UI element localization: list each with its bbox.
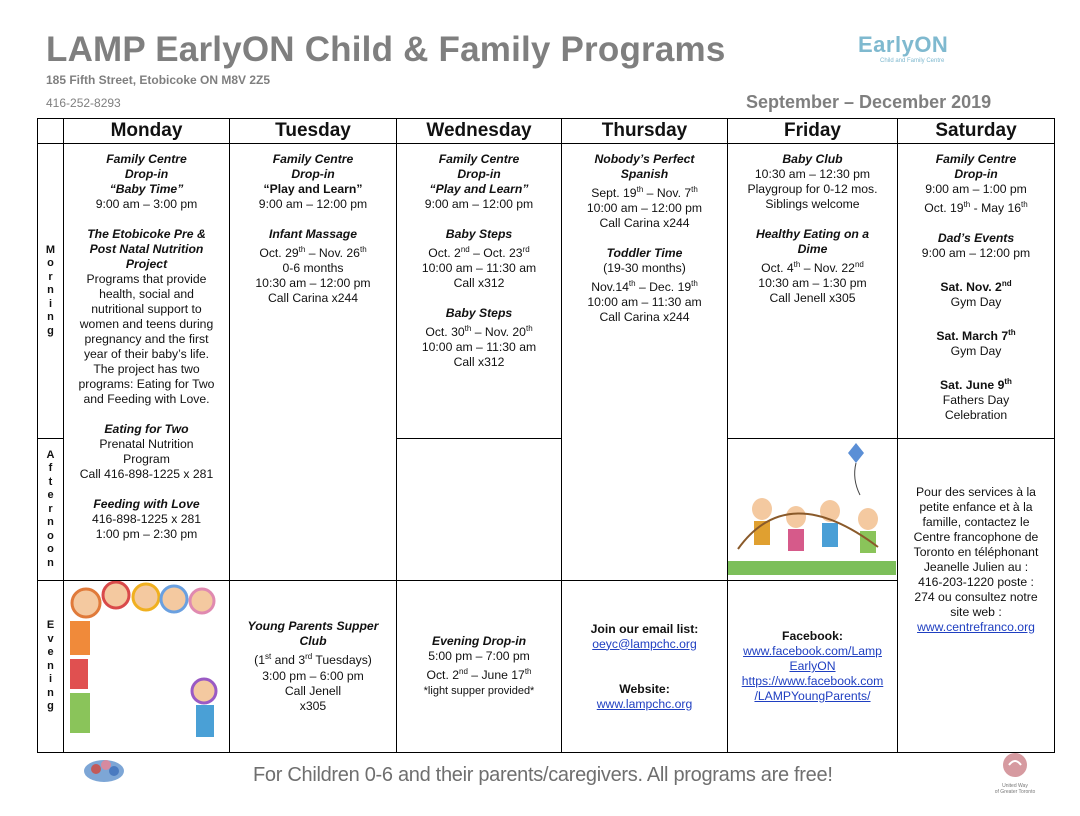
saturday-e3-name2: Celebration: [944, 408, 1008, 423]
tuesday-fc-title2: Drop-in: [291, 167, 335, 181]
friday-bc-l2: Siblings welcome: [765, 197, 860, 211]
day-header-friday: Friday: [728, 119, 898, 144]
wednesday-bs1-time: 10:00 am – 11:30 am: [421, 261, 537, 276]
saturday-e3-name1: Fathers Day: [942, 393, 1010, 408]
friday-afternoon-cell: [728, 439, 898, 581]
logo-subtitle: Child and Family Centre: [880, 58, 945, 64]
thursday-np-title2: Spanish: [620, 167, 669, 181]
saturday-fr-7: 416-203-1220 poste :: [918, 574, 1034, 589]
day-header-wednesday: Wednesday: [397, 119, 562, 144]
monday-cell: [64, 144, 230, 581]
side-label-text: M o r n i n g: [45, 243, 56, 337]
monday-fc-time: 9:00 am – 3:00 pm: [95, 197, 198, 211]
friday-evening-cell: [728, 581, 898, 753]
address: 185 Fifth Street, Etobicoke ON M8V 2Z5: [46, 73, 271, 87]
monday-pre-desc-3: nutritional support to: [91, 302, 202, 316]
lamp-logo: [80, 755, 128, 795]
wednesday-morning-cell: [397, 144, 562, 439]
monday-pre-desc-2: health, social and: [99, 287, 194, 301]
monday-pre-desc-4: women and teens during: [79, 317, 214, 331]
facebook-link-1a[interactable]: www.facebook.com/Lamp: [743, 644, 882, 658]
day-header-row: [38, 119, 1055, 144]
facebook-link-1b[interactable]: EarlyON: [789, 659, 836, 673]
monday-pre-desc-8: programs: Eating for Two: [78, 377, 215, 391]
saturday-fc-time: 9:00 am – 1:00 pm: [925, 182, 1027, 196]
friday-bc-time: 10:30 am – 12:30 pm: [754, 167, 871, 181]
united-way-text2: of Greater Toronto: [994, 789, 1036, 795]
monday-pre-desc-5: pregnancy and the first: [84, 332, 209, 346]
day-header-monday: Monday: [64, 119, 230, 144]
thursday-tt-title: Toddler Time: [606, 246, 683, 261]
page-title: LAMP EarlyON Child & Family Programs: [46, 30, 726, 69]
tuesday-cell: [230, 144, 397, 581]
saturday-de-time: 9:00 am – 12:00 pm: [921, 246, 1031, 261]
monday-fc-title2: Drop-in: [124, 167, 169, 181]
monday-fc-sub: “Baby Time”: [109, 182, 184, 196]
monday-fwl-l1: 416-898-1225 x 281: [91, 512, 202, 526]
saturday-fr-9: site web :: [950, 604, 1002, 619]
saturday-fr-3: famille, contactez le: [922, 514, 1030, 529]
saturday-de-title: Dad’s Events: [937, 231, 1015, 246]
wednesday-evening-cell: [397, 581, 562, 753]
wednesday-bs1-dates: Oct. 2nd – Oct. 23rd: [428, 245, 530, 261]
monday-pre-desc-9: and Feeding with Love.: [83, 392, 210, 406]
thursday-np-call: Call Carina x244: [599, 216, 690, 231]
tuesday-im-dates: Oct. 29th – Nov. 26th: [259, 245, 367, 261]
wednesday-fc-time: 9:00 am – 12:00 pm: [424, 197, 534, 211]
saturday-e2-date: Sat. March 7th: [936, 328, 1016, 344]
morning-row: [38, 144, 1055, 439]
monday-eft-l2: Program: [123, 452, 170, 466]
thursday-np-title1: Nobody’s Perfect: [594, 152, 695, 166]
saturday-fc-title1: Family Centre: [935, 152, 1017, 166]
friday-he-call: Call Jenell x305: [769, 291, 856, 306]
tuesday-ev-call1: Call Jenell: [284, 683, 342, 698]
email-list-label: Join our email list:: [590, 621, 699, 636]
side-label-morning: [38, 144, 64, 439]
footer-tagline: For Children 0-6 and their parents/caregivers. All programs are free!: [253, 764, 833, 786]
children-kite-illustration: [728, 439, 896, 575]
monday-fwl-title: Feeding with Love: [93, 497, 200, 511]
thursday-tt-dates: Nov.14th – Dec. 19th: [591, 279, 698, 295]
saturday-fr-2: petite enfance et à la: [919, 499, 1033, 514]
tuesday-im-age: 0-6 months: [282, 261, 344, 276]
day-header-saturday: Saturday: [898, 119, 1055, 144]
earlyon-logo: [858, 32, 968, 74]
thursday-tt-age: (19-30 months): [603, 261, 686, 276]
saturday-fr-5: Toronto en téléphonant: [913, 544, 1039, 559]
saturday-e3-date: Sat. June 9th: [940, 377, 1012, 393]
tuesday-ev-time: 3:00 pm – 6:00 pm: [262, 668, 364, 683]
date-range: September – December 2019: [746, 92, 992, 112]
saturday-fr-8: 274 ou consultez notre: [914, 589, 1038, 604]
monday-eft-l1: Prenatal Nutrition: [99, 437, 194, 451]
website-link[interactable]: www.lampchc.org: [596, 696, 693, 711]
thursday-evening-cell: [562, 581, 728, 753]
monday-eft-title: Eating for Two: [104, 422, 189, 436]
friday-bc-title: Baby Club: [782, 152, 843, 166]
monday-evening-cell: [64, 581, 230, 753]
friday-bc-l1: Playgroup for 0-12 mos.: [747, 182, 878, 196]
tuesday-im-call: Call Carina x244: [267, 291, 359, 306]
friday-he-time: 10:30 am – 1:30 pm: [758, 276, 867, 291]
thursday-np-time: 10:00 am – 12:00 pm: [586, 201, 703, 216]
saturday-fc-dates: Oct. 19th - May 16th: [924, 200, 1028, 216]
tuesday-im-time: 10:30 am – 12:00 pm: [255, 276, 371, 291]
united-way-logo: [985, 752, 1045, 798]
thursday-tt-time: 10:00 am – 11:30 am: [587, 295, 702, 310]
wednesday-fc-title2: Drop-in: [457, 167, 501, 181]
thursday-tt-call: Call Carina x244: [599, 310, 690, 325]
tuesday-ev-title1: Young Parents Supper: [247, 619, 379, 634]
wednesday-afternoon-cell: [397, 439, 562, 581]
wednesday-ev-dates: Oct. 2nd – June 17th: [426, 667, 532, 683]
friday-he-title1: Healthy Eating on a: [755, 227, 870, 241]
wednesday-bs2-title: Baby Steps: [445, 306, 513, 321]
tuesday-fc-title1: Family Centre: [272, 152, 354, 166]
schedule-table: [37, 118, 1055, 753]
email-link[interactable]: oeyc@lampchc.org: [592, 636, 697, 651]
phone-number: 416-252-8293: [46, 96, 121, 110]
side-label-evening: [38, 581, 64, 753]
wednesday-fc-sub: “Play and Learn”: [429, 182, 529, 196]
saturday-fr-6: Jeanelle Julien au :: [923, 559, 1029, 574]
thursday-cell: [562, 144, 728, 581]
saturday-fc-title2: Drop-in: [954, 167, 998, 181]
tuesday-evening-cell: [230, 581, 397, 753]
wednesday-bs2-call: Call x312: [453, 355, 505, 370]
tuesday-im-title: Infant Massage: [268, 227, 358, 241]
facebook-link-2b[interactable]: /LAMPYoungParents/: [754, 689, 871, 703]
wednesday-ev-note: *light supper provided*: [423, 684, 535, 697]
saturday-e2-name: Gym Day: [950, 344, 1002, 359]
monday-fwl-l2: 1:00 pm – 2:30 pm: [95, 527, 198, 541]
monday-pre-desc-7: The project has two: [93, 362, 200, 376]
side-label-text: A f t e r n o o n: [46, 448, 55, 569]
side-label-text: E v e n i n g: [46, 619, 55, 713]
centrefranco-link[interactable]: www.centrefranco.org: [917, 619, 1035, 634]
corner-cell: [38, 119, 64, 144]
wednesday-bs2-dates: Oct. 30th – Nov. 20th: [425, 324, 533, 340]
monday-pre-title1: The Etobicoke Pre &: [87, 227, 206, 241]
monday-fc-title1: Family Centre: [106, 152, 187, 166]
children-border-illustration: [64, 581, 228, 747]
thursday-np-dates: Sept. 19th – Nov. 7th: [591, 185, 698, 201]
tuesday-fc-sub: “Play and Learn”: [263, 182, 363, 196]
monday-pre-desc-6: year of their baby’s life.: [83, 347, 210, 361]
logo-wordmark: EarlyON: [858, 32, 949, 57]
wednesday-ev-time: 5:00 pm – 7:00 pm: [428, 649, 530, 664]
monday-eft-l3: Call 416-898-1225 x 281: [79, 467, 214, 481]
friday-he-title2: Dime: [797, 242, 828, 256]
friday-he-dates: Oct. 4th – Nov. 22nd: [761, 260, 864, 276]
wednesday-bs1-call: Call x312: [453, 276, 505, 291]
wednesday-fc-title1: Family Centre: [438, 152, 520, 166]
website-label: Website:: [619, 681, 670, 696]
facebook-link-2a[interactable]: https://www.facebook.com: [741, 674, 884, 688]
united-way-text1: United Way: [1002, 783, 1028, 789]
saturday-fr-4: Centre francophone de: [913, 529, 1039, 544]
monday-pre-title2: Post Natal Nutrition: [89, 242, 204, 256]
saturday-e1-name: Gym Day: [950, 295, 1002, 310]
day-header-thursday: Thursday: [562, 119, 728, 144]
tuesday-ev-title2: Club: [299, 634, 327, 649]
monday-pre-desc-1: Programs that provide: [86, 272, 207, 286]
saturday-e1-date: Sat. Nov. 2nd: [940, 279, 1012, 295]
tuesday-fc-time: 9:00 am – 12:00 pm: [258, 197, 368, 211]
side-label-afternoon: [38, 439, 64, 581]
saturday-french-cell: [898, 439, 1055, 753]
wednesday-bs2-time: 10:00 am – 11:30 am: [421, 340, 537, 355]
facebook-label: Facebook:: [782, 629, 843, 643]
wednesday-ev-title: Evening Drop-in: [431, 634, 527, 649]
tuesday-ev-days: (1st and 3rd Tuesdays): [254, 652, 372, 668]
saturday-morning-cell: [898, 144, 1055, 439]
monday-pre-title3: Project: [125, 257, 168, 271]
tuesday-ev-call2: x305: [299, 698, 327, 713]
saturday-fr-1: Pour des services à la: [916, 484, 1036, 499]
wednesday-bs1-title: Baby Steps: [445, 227, 513, 241]
day-header-tuesday: Tuesday: [230, 119, 397, 144]
friday-morning-cell: [728, 144, 898, 439]
